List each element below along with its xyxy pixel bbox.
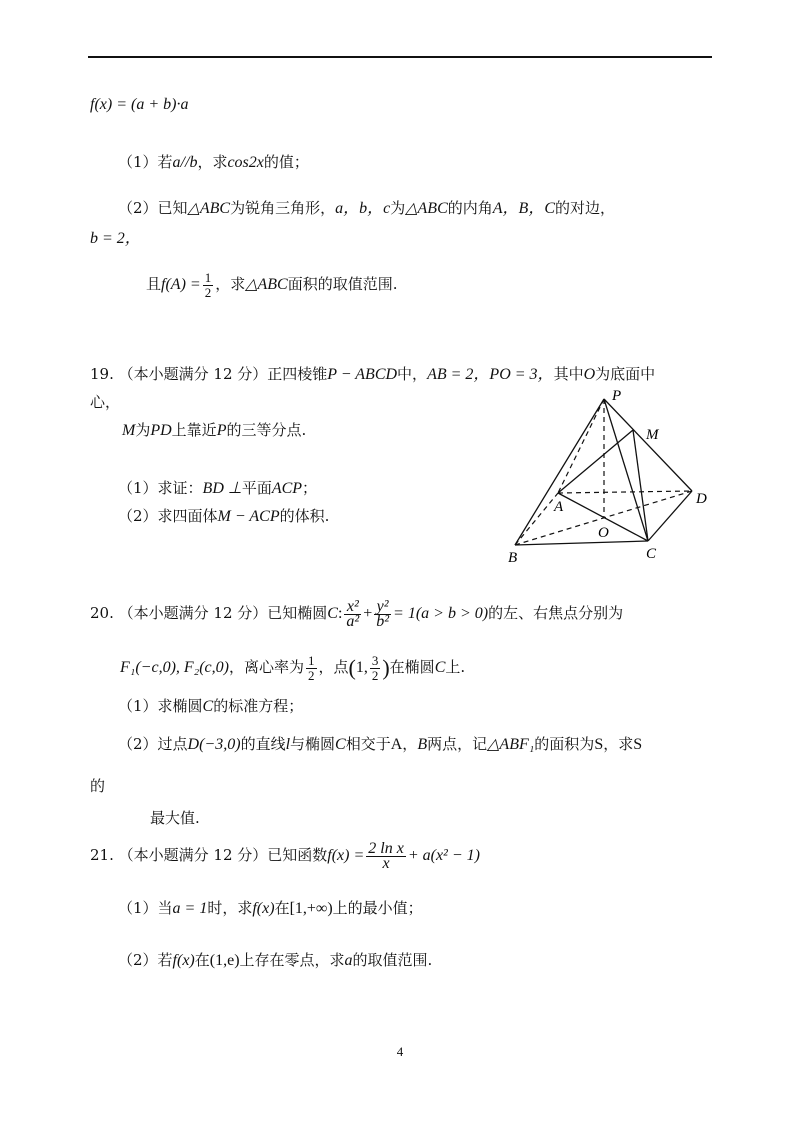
q20-t6: 上. [445, 658, 466, 676]
q20-t5: 在椭圆 [389, 658, 435, 676]
q21-score: （本小题满分 12 分） [118, 846, 268, 864]
q20-x-fraction [344, 597, 361, 630]
q21-tail: + a(x² − 1) [407, 847, 480, 864]
q18-p2-t3: 的内角 [447, 199, 493, 217]
q20-p2-b: B [417, 736, 428, 753]
q20-b2: b² [376, 612, 390, 630]
label-b: B [508, 550, 518, 566]
q19-po: PO = 3， [489, 366, 554, 383]
q21-line1 [90, 838, 480, 873]
q20-p2-tri: △ABF₁ [487, 736, 535, 753]
q21-p2-fx: f(x) [172, 952, 195, 969]
q18-p2-t2: 为 [390, 199, 406, 217]
q20-eq-tail: = 1(a > b > 0) [393, 605, 489, 622]
q20-a2: a² [346, 612, 360, 630]
q20-p2-t4: 两点，记 [427, 735, 488, 753]
q19-p2-expr: M − ACP [217, 508, 280, 525]
q18-part2-line2 [90, 228, 141, 249]
q18-p2-angles: A，B，C [492, 200, 555, 217]
q19-ab: AB = 2， [427, 366, 490, 383]
q20-x2: x² [344, 600, 361, 615]
q19-part1 [118, 478, 317, 499]
q20-part2-last [150, 808, 200, 828]
q18-part2-line1 [118, 198, 615, 219]
q20-p2-last: 最大值. [150, 809, 200, 827]
q21-p1-suffix: 上的最小值； [332, 899, 423, 917]
q20-e-fraction [306, 654, 317, 683]
edge-ba [515, 493, 558, 545]
q19-t2: 中， [397, 365, 428, 383]
q18-part2-line3 [146, 268, 398, 301]
q20-p2-l: l [285, 736, 291, 753]
q18-p1-expr: cos2x [227, 154, 264, 171]
q19-line1 [90, 364, 655, 385]
q19-p1-prefix: （1）求证： [118, 479, 203, 497]
q20-t2: 的左、右焦点分别为 [488, 604, 624, 622]
q21-p1-prefix: （1）当 [118, 899, 173, 917]
q21-part1 [118, 898, 423, 919]
q20-pt-num: 3 [371, 652, 379, 668]
q18-p2-vars: a，b，c [335, 200, 391, 217]
q20-pt-x: 1, [355, 659, 368, 676]
q18-p2-t1: 为锐角三角形， [230, 199, 336, 217]
q20-pt-fraction [370, 654, 381, 683]
q20-t1: 已知椭圆 [267, 604, 328, 622]
edge-bc [515, 541, 648, 545]
q20-p2-d: D(−3,0) [187, 736, 241, 753]
q20-part2-wrap [90, 776, 105, 796]
q21-t1: 已知函数 [267, 846, 328, 864]
q18-half-num: 1 [204, 269, 212, 285]
edge-pb [515, 399, 604, 545]
q21-p1-t1: 时，求 [207, 899, 253, 917]
q21-p2-t2: 上存在零点，求 [239, 951, 345, 969]
q19-p1-plane: ACP [271, 480, 303, 497]
edge-pa [558, 399, 604, 493]
q18-p1-prefix: （1）若 [118, 153, 173, 171]
q18-p1-mid: ，求 [197, 153, 228, 171]
q21-p2-suffix: 的取值范围. [352, 951, 433, 969]
q19-t3: 其中 [553, 365, 584, 383]
q19-m: M [122, 422, 136, 439]
q19-p1-mid: 平面 [241, 479, 272, 497]
q21-p1-t2: 在 [274, 899, 290, 917]
q19-t4: 为底面中 [595, 365, 656, 383]
q18-part1 [118, 152, 309, 173]
q20-y-fraction [374, 597, 391, 630]
q20-part1 [118, 696, 303, 717]
q18-formula-text: f(x) = (a + b)·a [90, 96, 189, 113]
q19-pyramid: P − ABCD [327, 366, 398, 383]
q19-p: P [216, 422, 227, 439]
edge-pd [604, 399, 692, 491]
q19-o: O [583, 366, 596, 383]
q20-t3: ，离心率为 [228, 658, 304, 676]
q20-c: C [327, 605, 338, 622]
label-o: O [598, 525, 609, 541]
q20-score: （本小题满分 12 分） [118, 604, 268, 622]
q21-p1-fx: f(x) [252, 900, 275, 917]
q20-e-den: 2 [308, 667, 315, 683]
q18-p2-b: b = 2， [90, 230, 141, 247]
q19-t6: 为 [135, 421, 151, 439]
edge-ad [558, 491, 692, 493]
q21-fraction [366, 839, 406, 872]
q20-t4: ，点 [318, 658, 349, 676]
q19-line2 [90, 392, 120, 412]
q20-p2-comma: ， [402, 735, 418, 753]
q18-p2-t4: 的对边， [555, 199, 616, 217]
q20-number: 20. [90, 604, 114, 622]
q18-p2-l3-suffix: 面积的取值范围. [287, 275, 398, 293]
q18-p2-tri2: △ABC [405, 200, 448, 217]
q20-p2-a: A [390, 736, 403, 753]
q19-p2-suffix: 的体积. [279, 507, 330, 525]
q21-part2 [118, 950, 432, 971]
q21-p2-prefix: （2）若 [118, 951, 173, 969]
q20-p2-t6: ，求 [603, 735, 634, 753]
q18-p2-tri3: △ABC [245, 276, 288, 293]
q18-p2-l3-mid: ，求 [215, 275, 246, 293]
q19-t1: 正四棱锥 [267, 365, 328, 383]
q19-t8: 的三等分点. [226, 421, 307, 439]
q21-p1-int: [1,+∞) [289, 900, 333, 917]
q20-p2-wrap: 的 [90, 777, 106, 795]
q19-t7: 上靠近 [171, 421, 217, 439]
header-rule [88, 56, 712, 58]
q18-p2-l3-prefix: 且 [146, 275, 162, 293]
q20-line2: F₁(−c,0), F₂(c,0)，离心率为 $\frac{1}{2}$ ，点(1, $\frac{3}{2}$ )在椭圆C上. [120, 652, 466, 683]
q21-p2-t1: 在 [194, 951, 210, 969]
q19-number: 19. [90, 365, 114, 383]
q18-p1-suffix: 的值； [263, 153, 309, 171]
q18-p2-tri: △ABC [187, 200, 231, 217]
label-a: A [554, 499, 564, 515]
q20-e-num: 1 [308, 652, 315, 668]
q18-half-fraction [203, 271, 214, 300]
label-p: P [612, 388, 622, 404]
q20-c2: C [434, 659, 446, 676]
q20-p1-c: C [202, 698, 214, 715]
pyramid-figure [500, 385, 720, 570]
q20-p1-prefix: （1）求椭圆 [118, 697, 203, 715]
q20-p2-prefix: （2）过点 [118, 735, 188, 753]
q19-t5: 心， [90, 393, 121, 411]
q21-number: 21. [90, 846, 114, 864]
q20-p2-s2: S [633, 736, 643, 753]
segment-ma [558, 430, 633, 493]
segment-mc [633, 430, 648, 541]
label-m: M [646, 427, 659, 443]
q20-p2-s: S [594, 736, 604, 753]
page-number: 4 [396, 1044, 404, 1059]
q19-line3 [122, 420, 306, 441]
q19-p1-suffix: ； [302, 479, 318, 497]
q20-p2-t2: 与椭圆 [290, 735, 336, 753]
q20-p1-suffix: 的标准方程； [213, 697, 304, 715]
q21-num: 2 ln x [368, 839, 404, 857]
q20-y2: y² [374, 600, 391, 615]
q20-p2-t1: 的直线 [240, 735, 286, 753]
q18-p2-prefix: （2）已知 [118, 199, 188, 217]
label-d: D [696, 491, 707, 507]
q20-p2-t5: 的面积为 [534, 735, 595, 753]
q18-half-den: 2 [204, 284, 212, 300]
q19-p1-expr: BD ⊥ [202, 480, 242, 497]
q21-p1-cond: a = 1 [172, 900, 208, 917]
q18-p1-cond: a//b [172, 154, 198, 171]
q21-p2-a: a [344, 952, 353, 969]
q20-pt-den: 2 [371, 667, 379, 683]
q19-part2 [118, 506, 329, 527]
q21-fx: f(x) = [327, 847, 365, 864]
q21-den: x [382, 854, 390, 872]
edge-cd [648, 491, 692, 541]
q19-pd: PD [150, 422, 172, 439]
q19-score: （本小题满分 12 分） [118, 365, 268, 383]
q20-part2 [118, 734, 642, 755]
q20-p2-c: C [335, 736, 346, 753]
q18-p2-fa: f(A) = [161, 276, 201, 293]
q20-p2-t3: 相交于 [345, 735, 391, 753]
q18-formula [90, 94, 188, 115]
edge-pc [604, 399, 648, 541]
q21-p2-int: (1,e) [209, 952, 240, 969]
q19-p2-prefix: （2）求四面体 [118, 507, 218, 525]
label-c: C [646, 546, 657, 562]
q20-line1: 20. （本小题满分 12 分）已知椭圆C: $\frac{\text{x²}}{\text{a²}}$ + $\frac{\text{y²}}{\text{b²}}$ = 1(a > b > 0)的左、右焦点分别为 [90, 597, 624, 630]
q20-foci: F₁(−c,0), F₂(c,0) [120, 659, 229, 676]
